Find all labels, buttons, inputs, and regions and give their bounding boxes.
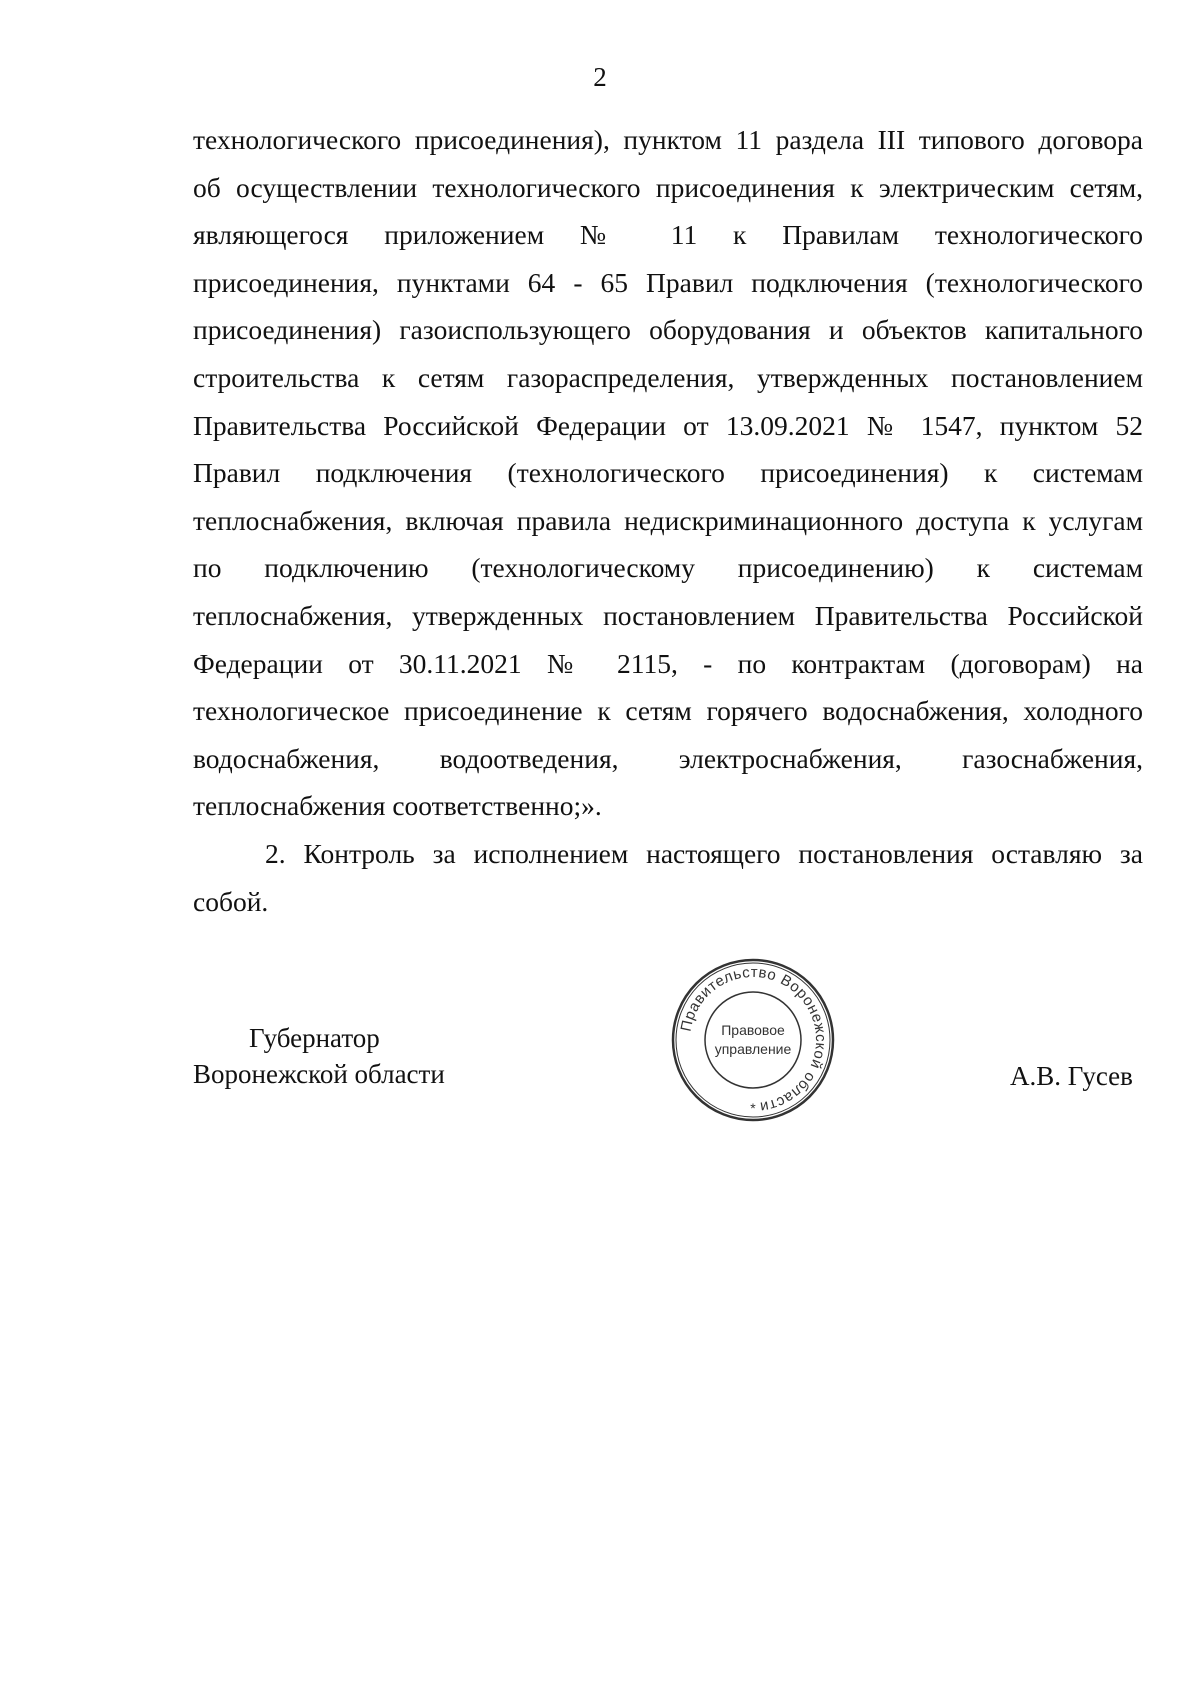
text-line: Правил подключения (технологического присоединения) к системам [193, 457, 1143, 489]
text-line: водоснабжения, водоотведения, электроснабжения, газоснабжения, [193, 742, 1143, 774]
stamp-star: * [750, 1100, 756, 1116]
stamp-ring-text: Правительство Воронежской области [677, 963, 830, 1116]
text-line: теплоснабжения, утвержденных постановлением Правительства Российской [193, 599, 1143, 631]
stamp-center-line-1: Правовое [721, 1022, 785, 1038]
page-number: 2 [593, 62, 607, 92]
stamp-outer-ring [673, 960, 833, 1120]
text-line: теплоснабжения, включая правила недискриминационного доступа к услугам [193, 504, 1143, 536]
stamp-inner-ring [705, 992, 801, 1088]
text-line: 2. Контроль за исполнением настоящего постановления оставляю за [265, 837, 1143, 869]
text-line: об осуществлении технологического присоединения к электрическим сетям, [193, 171, 1143, 203]
paragraph-2 [193, 830, 1143, 925]
stamp-outer-ring-inner-line [676, 963, 830, 1117]
paragraph-1 [193, 116, 1143, 830]
text-line: Правительства Российской Федерации от 13.09.2021 № 1547, пунктом 52 [193, 409, 1143, 441]
signatory-position: Губернатор [249, 1023, 380, 1053]
stamp-center-line-2: управление [714, 1041, 792, 1057]
text-line: являющегося приложением № 11 к Правилам технологического [193, 219, 1143, 251]
text-line: присоединения) газоиспользующего оборудования и объектов капитального [193, 314, 1143, 346]
text-line: Федерации от 30.11.2021 № 2115, - по контрактам (договорам) на [193, 647, 1143, 679]
signatory-title [193, 1020, 445, 1092]
text-line: теплоснабжения соответственно;». [193, 790, 602, 822]
signatory-region: Воронежской области [193, 1059, 445, 1089]
official-stamp [668, 955, 838, 1125]
text-line: технологического присоединения), пунктом 11 раздела III типового договора [193, 124, 1143, 155]
text-line: собой. [193, 885, 269, 917]
document-body [193, 116, 1143, 925]
text-line: по подключению (технологическому присоединению) к системам [193, 552, 1143, 584]
text-line: технологическое присоединение к сетям горячего водоснабжения, холодного [193, 695, 1143, 727]
text-line: присоединения, пунктами 64 - 65 Правил подключения (технологического [193, 266, 1143, 298]
text-line: строительства к сетям газораспределения, утвержденных постановлением [193, 361, 1143, 393]
signatory-name: А.В. Гусев [1010, 1061, 1133, 1091]
